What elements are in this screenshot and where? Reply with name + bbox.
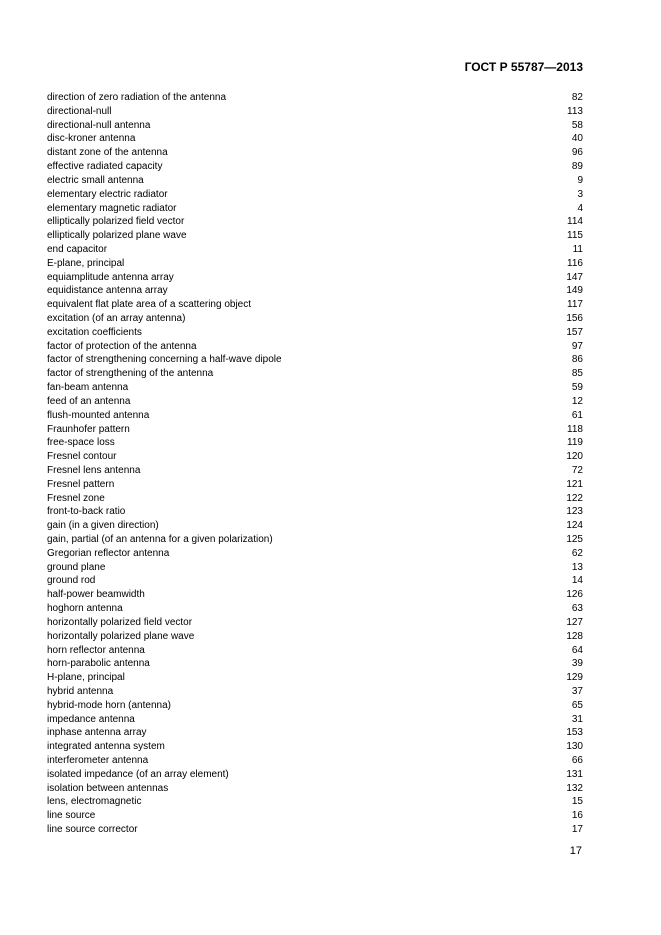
index-number: 126 bbox=[566, 589, 583, 601]
index-term: horn reflector antenna bbox=[47, 644, 145, 656]
index-entry bbox=[47, 105, 583, 119]
index-entry bbox=[47, 381, 583, 395]
index-term: H-plane, principal bbox=[47, 672, 125, 684]
index-number: 4 bbox=[577, 202, 583, 214]
index-number: 31 bbox=[571, 713, 583, 725]
index-term: equivalent flat plate area of a scattering object bbox=[47, 299, 252, 311]
index-number: 13 bbox=[571, 561, 583, 573]
index-term: Fresnel pattern bbox=[47, 478, 115, 490]
index-number: 156 bbox=[566, 313, 583, 324]
document-code: ГОСТ Р 55787—2013 bbox=[464, 60, 583, 74]
index-term: excitation coefficients bbox=[47, 326, 142, 338]
index-entry bbox=[47, 353, 583, 367]
index-entry bbox=[47, 685, 583, 699]
index-number: 72 bbox=[571, 464, 583, 476]
index-number: 132 bbox=[566, 782, 583, 794]
index-term: equidistance antenna array bbox=[47, 285, 168, 297]
index-entry bbox=[47, 478, 583, 492]
index-term: isolated impedance (of an array element) bbox=[47, 768, 229, 780]
index-number: 130 bbox=[566, 741, 583, 753]
index-number: 3 bbox=[577, 188, 583, 200]
index-entry bbox=[47, 174, 583, 188]
index-term: inphase antenna array bbox=[47, 727, 147, 739]
index-entry bbox=[47, 132, 583, 146]
index-term: front-to-back ratio bbox=[47, 506, 126, 518]
index-term: Fresnel contour bbox=[47, 451, 117, 463]
index-number: 14 bbox=[571, 575, 583, 587]
index-entry bbox=[47, 588, 583, 602]
index-number: 12 bbox=[571, 395, 583, 407]
index-entry bbox=[47, 699, 583, 713]
index-number: 96 bbox=[571, 147, 583, 159]
index-number: 63 bbox=[571, 603, 583, 615]
index-entry bbox=[47, 326, 583, 340]
index-number: 153 bbox=[566, 727, 583, 739]
index-term: factor of protection of the antenna bbox=[47, 340, 197, 352]
index-term: disc-kroner antenna bbox=[47, 133, 136, 145]
index-term: horizontally polarized plane wave bbox=[47, 630, 195, 642]
index-number: 66 bbox=[571, 755, 583, 766]
index-entry bbox=[47, 464, 583, 478]
index-number: 37 bbox=[571, 685, 583, 697]
index-term: factor of strengthening of the antenna bbox=[47, 368, 214, 380]
index-entry bbox=[47, 188, 583, 202]
index-entry bbox=[47, 616, 583, 630]
index-term: isolation between antennas bbox=[47, 782, 169, 794]
index-term: fan-beam antenna bbox=[47, 382, 129, 394]
index-number: 97 bbox=[571, 340, 583, 352]
index-term: end capacitor bbox=[47, 243, 108, 255]
index-entry bbox=[47, 423, 583, 437]
index-entry bbox=[47, 533, 583, 547]
index-number: 9 bbox=[577, 174, 583, 186]
index-entry bbox=[47, 505, 583, 519]
index-term: impedance antenna bbox=[47, 713, 135, 725]
index-term: feed of an antenna bbox=[47, 395, 131, 407]
index-entry bbox=[47, 312, 583, 326]
index-entry bbox=[47, 740, 583, 754]
index-number: 59 bbox=[571, 382, 583, 394]
index-number: 64 bbox=[571, 644, 583, 656]
index-number: 122 bbox=[566, 492, 583, 504]
index-term: integrated antenna system bbox=[47, 741, 165, 753]
index-entry bbox=[47, 229, 583, 243]
index-term: factor of strengthening concerning a half-wave dipole bbox=[47, 354, 282, 366]
index-term: Gregorian reflector antenna bbox=[47, 547, 170, 559]
index-entry bbox=[47, 657, 583, 671]
index-entry bbox=[47, 146, 583, 160]
index-number: 116 bbox=[567, 257, 583, 269]
index-term: horn-parabolic antenna bbox=[47, 658, 150, 670]
index-number: 125 bbox=[566, 534, 583, 545]
index-number: 157 bbox=[566, 326, 583, 338]
index-entry bbox=[47, 809, 583, 823]
index-entry bbox=[47, 782, 583, 796]
index-number: 114 bbox=[567, 216, 583, 228]
page-number: 17 bbox=[569, 845, 582, 857]
index-term: half-power beamwidth bbox=[47, 589, 145, 601]
index-number: 129 bbox=[566, 672, 583, 684]
index-entry bbox=[47, 450, 583, 464]
index-entry bbox=[47, 768, 583, 782]
index-number: 113 bbox=[567, 105, 583, 117]
index-entry bbox=[47, 409, 583, 423]
index-term: equiamplitude antenna array bbox=[47, 271, 174, 283]
index-number: 39 bbox=[571, 658, 583, 670]
index-number: 61 bbox=[571, 409, 583, 421]
index-entry bbox=[47, 726, 583, 740]
index-term: effective radiated capacity bbox=[47, 161, 163, 173]
index-number: 119 bbox=[567, 437, 583, 449]
index-term: ground rod bbox=[47, 575, 96, 587]
term-index bbox=[47, 91, 583, 837]
index-entry bbox=[47, 243, 583, 257]
index-entry bbox=[47, 284, 583, 298]
index-entry bbox=[47, 367, 583, 381]
index-term: gain (in a given direction) bbox=[47, 520, 159, 532]
index-term: hybrid-mode horn (antenna) bbox=[47, 699, 171, 711]
index-term: elementary magnetic radiator bbox=[47, 202, 177, 214]
index-entry bbox=[47, 519, 583, 533]
index-term: gain, partial (of an antenna for a given polarization) bbox=[47, 534, 273, 545]
index-number: 120 bbox=[566, 451, 583, 463]
index-entry bbox=[47, 644, 583, 658]
index-number: 127 bbox=[566, 616, 583, 628]
index-number: 85 bbox=[571, 368, 583, 380]
index-term: line source corrector bbox=[47, 824, 138, 836]
index-number: 86 bbox=[571, 354, 583, 366]
index-term: free-space loss bbox=[47, 437, 115, 449]
index-term: distant zone of the antenna bbox=[47, 147, 168, 159]
index-entry bbox=[47, 271, 583, 285]
index-number: 131 bbox=[566, 768, 583, 780]
index-number: 17 bbox=[571, 824, 583, 836]
index-term: elliptically polarized field vector bbox=[47, 216, 185, 228]
index-number: 121 bbox=[566, 478, 583, 490]
index-entry bbox=[47, 91, 583, 105]
index-term: interferometer antenna bbox=[47, 755, 149, 766]
index-entry bbox=[47, 492, 583, 506]
index-term: electric small antenna bbox=[47, 174, 144, 186]
index-term: directional-null bbox=[47, 105, 112, 117]
index-number: 16 bbox=[571, 810, 583, 822]
index-term: excitation (of an array antenna) bbox=[47, 313, 186, 324]
index-number: 40 bbox=[571, 133, 583, 145]
index-number: 15 bbox=[571, 796, 583, 808]
index-entry bbox=[47, 436, 583, 450]
index-term: directional-null antenna bbox=[47, 119, 151, 131]
index-number: 62 bbox=[571, 547, 583, 559]
index-entry bbox=[47, 602, 583, 616]
index-entry bbox=[47, 754, 583, 768]
index-term: elementary electric radiator bbox=[47, 188, 168, 200]
index-number: 65 bbox=[571, 699, 583, 711]
index-entry bbox=[47, 340, 583, 354]
index-entry bbox=[47, 561, 583, 575]
index-term: line source bbox=[47, 810, 96, 822]
index-entry bbox=[47, 395, 583, 409]
index-term: E-plane, principal bbox=[47, 257, 125, 269]
index-term: flush-mounted antenna bbox=[47, 409, 150, 421]
index-number: 11 bbox=[572, 243, 583, 255]
index-entry bbox=[47, 795, 583, 809]
index-number: 128 bbox=[566, 630, 583, 642]
index-entry bbox=[47, 574, 583, 588]
index-number: 82 bbox=[571, 92, 583, 103]
index-entry bbox=[47, 298, 583, 312]
index-term: ground plane bbox=[47, 561, 106, 573]
index-entry bbox=[47, 630, 583, 644]
index-number: 58 bbox=[571, 119, 583, 131]
index-number: 117 bbox=[567, 299, 583, 311]
index-entry bbox=[47, 202, 583, 216]
index-number: 147 bbox=[566, 271, 583, 283]
index-entry bbox=[47, 713, 583, 727]
index-number: 123 bbox=[566, 506, 583, 518]
index-number: 118 bbox=[567, 423, 583, 435]
index-number: 124 bbox=[566, 520, 583, 532]
index-term: hybrid antenna bbox=[47, 685, 114, 697]
index-term: direction of zero radiation of the antenna bbox=[47, 92, 227, 103]
index-term: elliptically polarized plane wave bbox=[47, 230, 187, 242]
index-number: 115 bbox=[567, 230, 583, 242]
index-term: Fraunhofer pattern bbox=[47, 423, 130, 435]
index-term: Fresnel lens antenna bbox=[47, 464, 141, 476]
index-number: 149 bbox=[566, 285, 583, 297]
index-entry bbox=[47, 257, 583, 271]
index-number: 89 bbox=[571, 161, 583, 173]
index-entry bbox=[47, 215, 583, 229]
index-entry bbox=[47, 547, 583, 561]
index-entry bbox=[47, 160, 583, 174]
index-entry bbox=[47, 823, 583, 837]
index-term: lens, electromagnetic bbox=[47, 796, 142, 808]
index-term: hoghorn antenna bbox=[47, 603, 123, 615]
index-entry bbox=[47, 671, 583, 685]
index-term: horizontally polarized field vector bbox=[47, 616, 193, 628]
index-term: Fresnel zone bbox=[47, 492, 105, 504]
index-entry bbox=[47, 119, 583, 133]
